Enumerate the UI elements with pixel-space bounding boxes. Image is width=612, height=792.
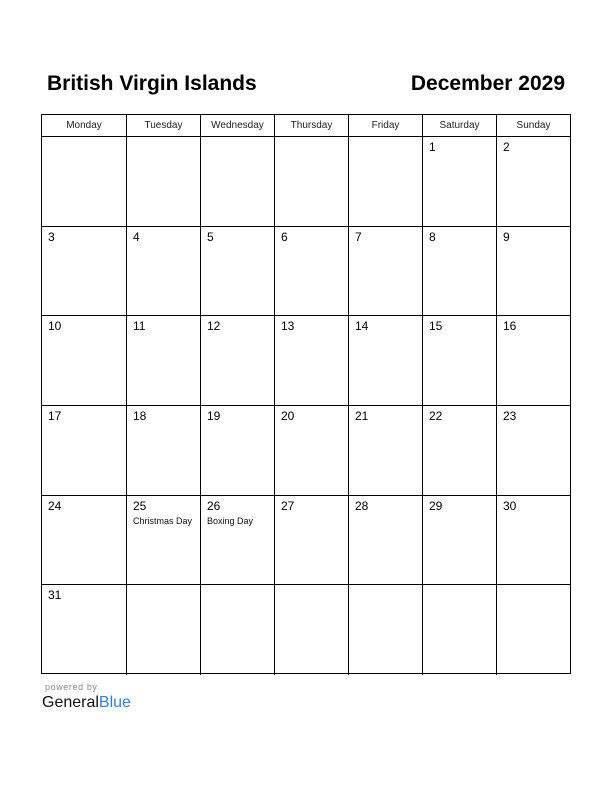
day-number: 10 xyxy=(48,319,62,334)
day-cell xyxy=(127,585,201,675)
day-number: 18 xyxy=(133,409,147,424)
brand-blue: Blue xyxy=(98,694,131,711)
day-number: 11 xyxy=(133,319,146,334)
day-number: 25 xyxy=(133,498,147,513)
day-cell xyxy=(497,406,570,495)
day-number: 23 xyxy=(503,409,517,424)
day-cell xyxy=(275,316,349,405)
day-cell xyxy=(127,496,201,585)
day-cell xyxy=(275,496,349,585)
day-number: 2 xyxy=(503,140,510,154)
brand-general: General xyxy=(42,694,99,711)
powered-by-text: powered by xyxy=(45,682,98,692)
day-number: 8 xyxy=(429,229,436,244)
day-number: 31 xyxy=(48,588,62,603)
day-number: 28 xyxy=(355,498,369,513)
day-number: 1 xyxy=(429,140,436,154)
day-number: 26 xyxy=(207,498,221,513)
day-number: 19 xyxy=(207,409,221,424)
day-cell xyxy=(201,316,275,405)
week-row xyxy=(42,227,570,317)
day-number: 6 xyxy=(281,229,288,244)
day-cell xyxy=(127,316,201,405)
day-number: 13 xyxy=(281,319,295,334)
day-cell xyxy=(275,406,349,495)
day-cell xyxy=(349,227,423,316)
day-number: 16 xyxy=(503,319,517,334)
day-cell xyxy=(42,227,127,316)
weekday-tuesday: Tuesday xyxy=(127,115,201,136)
day-cell xyxy=(497,137,570,226)
day-cell xyxy=(349,137,423,226)
week-row xyxy=(42,406,570,496)
day-number: 29 xyxy=(429,498,443,513)
day-number: 24 xyxy=(48,498,62,513)
day-number: 3 xyxy=(48,229,55,244)
weekday-header-row xyxy=(42,115,570,137)
day-cell xyxy=(349,316,423,405)
day-number: 9 xyxy=(503,229,510,244)
holiday-label: Boxing Day xyxy=(207,515,254,526)
day-cell xyxy=(497,496,570,585)
day-cell xyxy=(497,227,570,316)
day-cell xyxy=(349,585,423,675)
day-number: 27 xyxy=(281,498,295,513)
day-cell xyxy=(42,406,127,495)
day-cell xyxy=(42,137,127,226)
day-number: 7 xyxy=(355,229,362,244)
day-number: 14 xyxy=(355,319,369,334)
day-cell xyxy=(42,316,127,405)
weekday-sunday: Sunday xyxy=(516,120,551,131)
week-row xyxy=(42,496,570,586)
day-cell xyxy=(127,227,201,316)
weekday-thursday: Thursday xyxy=(275,115,349,136)
day-number: 17 xyxy=(48,409,62,424)
day-number: 15 xyxy=(429,319,443,334)
day-cell xyxy=(423,406,497,495)
day-cell xyxy=(349,406,423,495)
day-cell xyxy=(275,585,349,675)
holiday-label: Christmas Day xyxy=(133,515,193,526)
weekday-wednesday: Wednesday xyxy=(201,115,275,136)
day-cell xyxy=(423,316,497,405)
day-number: 22 xyxy=(429,409,443,424)
weeks-container xyxy=(42,137,570,675)
day-cell xyxy=(423,227,497,316)
day-cell xyxy=(423,585,497,675)
day-cell xyxy=(201,406,275,495)
month-year-title: December 2029 xyxy=(410,72,565,95)
week-row xyxy=(42,316,570,406)
day-cell xyxy=(349,496,423,585)
week-row xyxy=(42,585,570,675)
day-number: 4 xyxy=(133,229,140,244)
day-cell xyxy=(127,406,201,495)
day-cell xyxy=(201,496,275,585)
week-row xyxy=(42,137,570,227)
day-cell xyxy=(201,585,275,675)
day-cell xyxy=(497,585,570,675)
weekday-friday: Friday xyxy=(349,115,423,136)
day-cell xyxy=(127,137,201,226)
day-cell xyxy=(201,137,275,226)
day-cell xyxy=(275,227,349,316)
country-title: British Virgin Islands xyxy=(47,72,257,95)
day-cell xyxy=(201,227,275,316)
weekday-monday: Monday xyxy=(42,115,127,136)
day-number: 30 xyxy=(503,498,517,513)
day-number: 20 xyxy=(281,409,295,424)
day-cell xyxy=(423,496,497,585)
day-number: 5 xyxy=(207,229,214,244)
weekday-saturday: Saturday xyxy=(423,115,497,136)
day-number: 21 xyxy=(355,409,369,424)
day-cell xyxy=(275,137,349,226)
generalblue-logo[interactable] xyxy=(42,694,131,712)
day-cell xyxy=(42,496,127,585)
day-number: 12 xyxy=(207,319,221,334)
day-cell xyxy=(423,137,497,226)
day-cell xyxy=(497,316,570,405)
day-cell xyxy=(42,585,127,675)
calendar-grid xyxy=(41,114,571,674)
